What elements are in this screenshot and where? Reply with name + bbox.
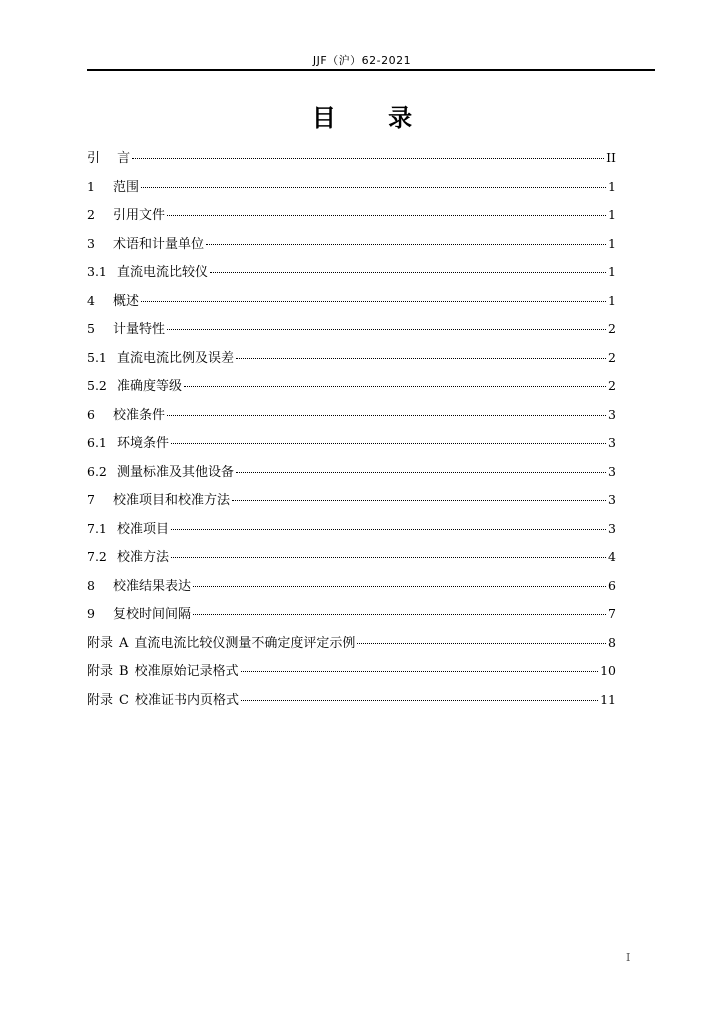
toc-page-number: 1 — [608, 207, 616, 222]
toc-page-number: 3 — [608, 520, 616, 536]
toc-entry[interactable] — [87, 149, 616, 178]
toc-entry-title: 环境条件 — [117, 436, 170, 451]
toc-leader-dots — [167, 415, 606, 416]
toc-page-number: 6 — [608, 577, 616, 593]
toc-leader-dots — [171, 443, 606, 444]
toc-entry[interactable] — [87, 235, 616, 264]
toc-entry-number: 9 — [87, 606, 95, 621]
toc-entry-title: 校准原始记录格式 — [134, 664, 239, 679]
toc-entry[interactable] — [87, 548, 616, 577]
toc-entry[interactable] — [87, 178, 616, 207]
toc-leader-dots — [141, 187, 606, 188]
toc-appendix-letter: A — [119, 635, 129, 651]
toc-entry-title: 引用文件 — [113, 208, 166, 223]
toc-page-number: 1 — [608, 178, 616, 194]
toc-entry-title: 测量标准及其他设备 — [117, 464, 235, 480]
toc-leader-dots — [167, 329, 606, 330]
toc-page-number: 3 — [608, 463, 616, 479]
toc-leader-dots — [141, 301, 606, 302]
toc-entry-number: 6.2 — [87, 463, 107, 479]
toc-entry[interactable] — [87, 377, 616, 406]
toc-leader-dots — [232, 500, 606, 501]
toc-entry[interactable] — [87, 349, 616, 378]
page-title: 目 录 — [311, 104, 435, 132]
header-rule — [87, 69, 655, 71]
toc-entry-title: 术语和计量单位 — [113, 236, 205, 252]
toc-leader-dots — [241, 671, 599, 672]
toc-entry-number: 2 — [87, 207, 95, 222]
toc-entry-title: 校准项目 — [117, 521, 170, 537]
toc-entry-number: 7.1 — [87, 520, 107, 536]
toc-page-number: 4 — [608, 549, 616, 564]
toc-leader-dots — [193, 586, 606, 587]
toc-leader-dots — [236, 358, 606, 359]
toc-entry-number: 3.1 — [87, 264, 107, 279]
toc-entry-title: 计量特性 — [113, 322, 166, 337]
toc-appendix-prefix: 附录 — [87, 692, 114, 708]
toc-entry-number: 8 — [87, 577, 95, 593]
toc-entry-title: 校准证书内页格式 — [134, 692, 239, 708]
toc-entry-title: 直流电流比较仪测量不确定度评定示例 — [134, 635, 356, 651]
toc-leader-dots — [171, 557, 606, 558]
toc-entry-number: 6 — [87, 406, 95, 422]
toc-page-number: 2 — [608, 349, 616, 365]
toc-page-number: 2 — [608, 321, 616, 336]
toc-leader-dots — [193, 614, 606, 615]
toc-page-number: 8 — [608, 634, 616, 650]
toc-entry-number: 3 — [87, 235, 95, 251]
toc-entry-title: 校准结果表达 — [113, 578, 192, 594]
toc-entry-number: 5.2 — [87, 378, 107, 393]
toc-entry[interactable] — [87, 577, 616, 606]
toc-entry-title: 直流电流比例及误差 — [117, 350, 235, 366]
toc-entry[interactable] — [87, 406, 616, 435]
toc-leader-dots — [241, 700, 598, 701]
toc-entry[interactable] — [87, 463, 616, 492]
toc-list — [87, 149, 616, 719]
toc-entry-title: 直流电流比较仪 — [117, 265, 209, 280]
toc-page-number: II — [606, 150, 616, 165]
toc-page-number: 3 — [608, 406, 616, 422]
toc-appendix-letter: C — [119, 692, 129, 708]
toc-entry-title: 校准条件 — [113, 407, 166, 423]
toc-entry-number: 7.2 — [87, 549, 107, 564]
toc-entry-number: 7 — [87, 492, 95, 507]
toc-page-number: 11 — [600, 691, 616, 707]
page-number: I — [626, 951, 631, 964]
toc-entry[interactable] — [87, 634, 616, 663]
toc-appendix-prefix: 附录 — [87, 635, 114, 651]
toc-entry[interactable] — [87, 691, 616, 720]
toc-entry[interactable] — [87, 206, 616, 235]
toc-appendix-prefix: 附录 — [87, 664, 114, 679]
toc-entry-number: 1 — [87, 178, 95, 194]
toc-entry-title: 复校时间间隔 — [113, 607, 192, 622]
toc-entry-number: 5 — [87, 321, 95, 336]
toc-entry-title: 引 言 — [87, 151, 131, 166]
toc-leader-dots — [357, 643, 606, 644]
toc-page-number: 3 — [608, 435, 616, 450]
toc-page-number: 3 — [608, 492, 616, 507]
toc-page-number: 2 — [608, 378, 616, 393]
toc-leader-dots — [167, 215, 606, 216]
toc-page-number: 1 — [608, 292, 616, 308]
toc-entry[interactable] — [87, 520, 616, 549]
toc-leader-dots — [236, 472, 606, 473]
toc-leader-dots — [210, 272, 606, 273]
toc-leader-dots — [206, 244, 606, 245]
toc-entry-title: 校准方法 — [117, 550, 170, 565]
toc-entry[interactable] — [87, 292, 616, 321]
toc-entry-title: 准确度等级 — [117, 379, 183, 394]
toc-entry-number: 5.1 — [87, 349, 107, 365]
toc-entry-number: 6.1 — [87, 435, 107, 450]
standard-code: JJF（沪）62-2021 — [312, 54, 412, 67]
toc-entry-title: 概述 — [113, 293, 140, 309]
toc-entry[interactable] — [87, 662, 616, 691]
toc-leader-dots — [184, 386, 606, 387]
toc-leader-dots — [171, 529, 606, 530]
toc-page-number: 1 — [608, 264, 616, 279]
toc-page-number: 1 — [608, 235, 616, 251]
toc-entry-number: 4 — [87, 292, 95, 308]
toc-page-number: 7 — [608, 606, 616, 621]
toc-entry[interactable] — [87, 320, 616, 349]
toc-entry[interactable] — [87, 263, 616, 292]
toc-page-number: 10 — [600, 663, 616, 678]
toc-entry[interactable] — [87, 605, 616, 634]
toc-leader-dots — [132, 158, 604, 159]
toc-entry-title: 范围 — [113, 179, 140, 195]
toc-appendix-letter: B — [119, 664, 129, 679]
toc-entry-title: 校准项目和校准方法 — [113, 493, 231, 508]
toc-entry[interactable] — [87, 434, 616, 463]
toc-entry[interactable] — [87, 491, 616, 520]
